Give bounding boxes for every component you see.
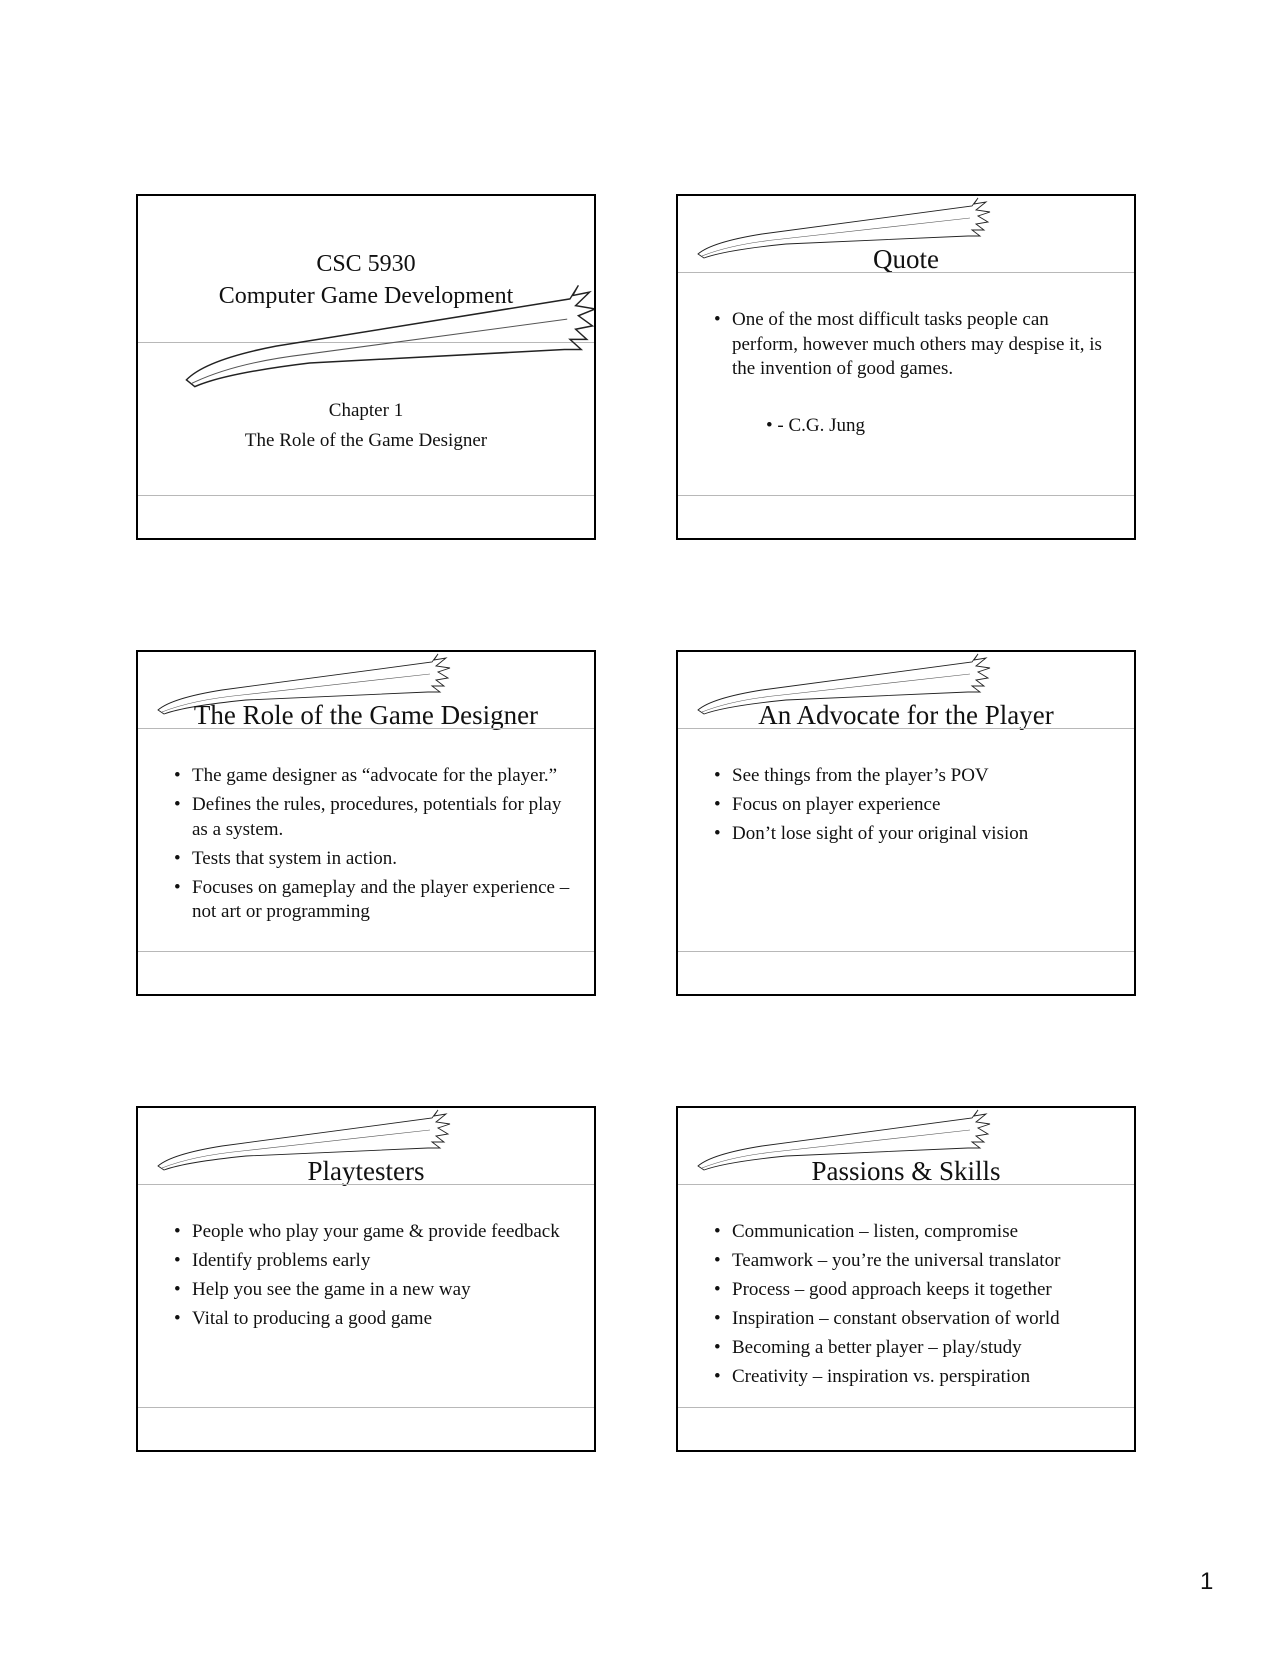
bullet-item: • Vital to producing a good game — [174, 1307, 574, 1332]
chapter-label: Chapter 1 — [328, 400, 404, 421]
bullet-item: • Creativity – inspiration vs. perspiration — [714, 1365, 1114, 1390]
header-rule — [678, 272, 1134, 273]
bullet-item: • Defines the rules, procedures, potentials for play as a system. — [174, 793, 574, 842]
slide-1-subtitle — [138, 396, 594, 456]
footer-rule — [138, 951, 594, 952]
footer-rule — [138, 495, 594, 496]
slide-title: Quote — [873, 244, 939, 274]
bullet-item: • The game designer as “advocate for the player.” — [174, 764, 574, 789]
slide-title: Playtesters — [307, 1156, 425, 1186]
bullet-item: • Tests that system in action. — [174, 847, 574, 872]
bullet-item: • Becoming a better player – play/study — [714, 1336, 1114, 1361]
bullet-list — [714, 1220, 1114, 1394]
bullet-list — [714, 764, 1114, 851]
course-name: Computer Game Development — [218, 283, 514, 309]
bullet-item: • Communication – listen, compromise — [714, 1220, 1114, 1245]
slide-5 — [136, 1106, 596, 1452]
page-number: 1 — [1200, 1568, 1214, 1595]
bullet-item: • People who play your game & provide feedback — [174, 1220, 574, 1245]
bullet-item: • Focuses on gameplay and the player experience – not art or programming — [174, 876, 574, 925]
bullet-item: • Help you see the game in a new way — [174, 1278, 574, 1303]
slide-2 — [676, 194, 1136, 540]
slide-6 — [676, 1106, 1136, 1452]
course-code: CSC 5930 — [316, 251, 416, 277]
header-rule — [138, 728, 594, 729]
footer-rule — [678, 951, 1134, 952]
slide-title: Passions & Skills — [811, 1156, 1001, 1186]
bullet-list — [714, 308, 1114, 386]
slide-4 — [676, 650, 1136, 996]
footer-rule — [678, 495, 1134, 496]
chapter-title: The Role of the Game Designer — [244, 430, 488, 451]
bullet-list — [174, 764, 574, 929]
header-rule — [678, 728, 1134, 729]
header-rule — [138, 1184, 594, 1185]
slide-title: An Advocate for the Player — [758, 700, 1054, 730]
bullet-item: • Focus on player experience — [714, 793, 1114, 818]
slide-title: The Role of the Game Designer — [193, 700, 539, 730]
footer-rule — [678, 1407, 1134, 1408]
bullet-item: • Identify problems early — [174, 1249, 574, 1274]
footer-rule — [138, 1407, 594, 1408]
slide-3 — [136, 650, 596, 996]
bullet-item: • One of the most difficult tasks people can perform, however much others may despise it, is the invention of good games. — [714, 308, 1114, 382]
slide-1 — [136, 194, 596, 540]
bullet-item: • Teamwork – you’re the universal translator — [714, 1249, 1114, 1274]
slide-1-title — [138, 248, 594, 312]
bullet-item: • Inspiration – constant observation of world — [714, 1307, 1114, 1332]
bullet-list — [174, 1220, 574, 1336]
bullet-item: • Don’t lose sight of your original vision — [714, 822, 1114, 847]
bullet-item: • See things from the player’s POV — [714, 764, 1114, 789]
header-rule — [678, 1184, 1134, 1185]
quote-attribution: • - C.G. Jung — [766, 414, 865, 438]
bullet-item: • Process – good approach keeps it together — [714, 1278, 1114, 1303]
